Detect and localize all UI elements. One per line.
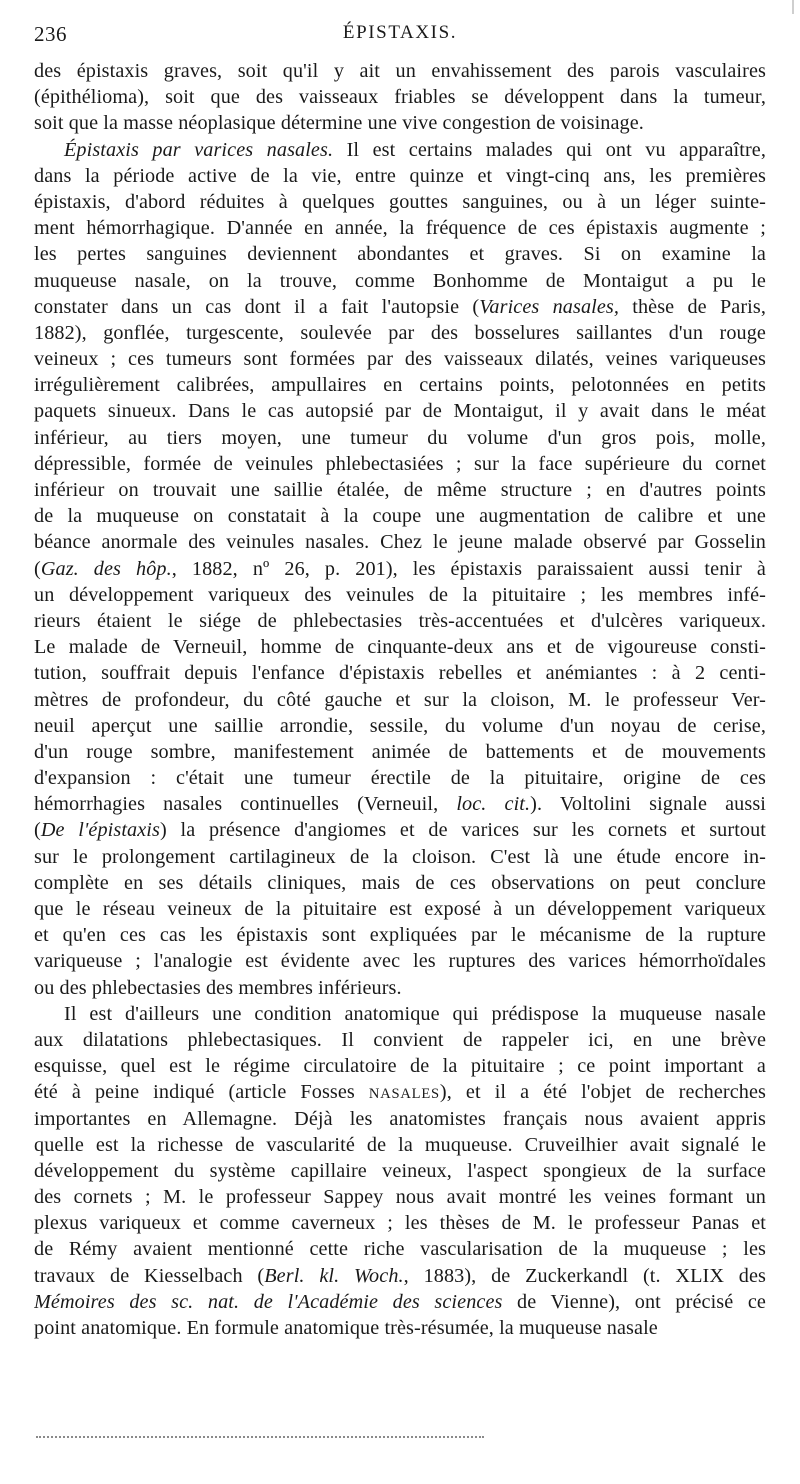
page-header [34,22,766,52]
text-line: complète en ses détails cliniques, mais de ces observations on peut conclure [34,871,766,894]
text-line: inférieur on trouvait une saillie étalée, de même structure ; en d'autres points [34,479,766,501]
text-line: esquisse, quel est le régime circulatoire de la pituitaire ; ce point important a [34,1055,766,1078]
text-line: de Rémy avaient mentionné cette riche vascularisation de la muqueuse ; les [34,1238,766,1261]
body-text [34,58,766,1341]
text-line: irrégulièrement calibrées, ampullaires en certains points, pelotonnées en petits [34,374,766,397]
text-line: mètres de profondeur, du côté gauche et sur la cloison, M. le professeur Ver- [34,688,766,711]
text-line: dépressible, formée de veinules phlebectasiées ; sur la face supérieure du cornet [34,452,766,475]
italic-text: Épistaxis par varices nasales. [64,138,334,161]
text-line: rieurs étaient le siége de phlebectasies très-accentuées et d'ulcères variqueux. [34,609,766,632]
page-number: 236 [34,22,67,46]
text-line: de la muqueuse on constatait à la coupe une augmentation de calibre et une [34,505,766,528]
text-line: plexus variqueux et comme caverneux ; les thèses de M. le professeur Panas et [34,1212,766,1235]
text-line: aux dilatations phlebectasiques. Il convient de rappeler ici, en une brève [34,1028,766,1051]
text-line: les pertes sanguines deviennent abondantes et graves. Si on examine la [34,243,766,266]
text-line: Mémoires des sc. nat. de l'Académie des sciences de Vienne), ont précisé ce [34,1290,766,1313]
italic-text: Berl. kl. Woch. [264,1264,404,1287]
text-line: paquets sinueux. Dans le cas autopsié par de Montaigut, il y avait dans le méat [34,400,766,423]
text-line: tution, souffrait depuis l'enfance d'épistaxis rebelles et anémiantes : à 2 centi- [34,662,766,685]
text-line: (épithélioma), soit que des vaisseaux friables se développent dans la tumeur, [34,86,766,109]
text-line: des cornets ; M. le professeur Sappey nous avait montré les veines formant un [34,1186,766,1209]
text-line: ou des phlebectasies des membres inférieurs. [34,976,402,999]
footer-dotted-rule [36,1436,484,1438]
text-line: variqueuse ; l'analogie est évidente avec les ruptures des varices hémorrhoïdales [34,950,766,973]
text-line: épistaxis, d'abord réduites à quelques gouttes sanguines, ou à un léger suinte- [34,190,766,213]
text-line: quelle est la richesse de vascularité de la muqueuse. Cruveilhier avait signalé le [34,1133,766,1156]
text-line: et qu'en ces cas les épistaxis sont expliquées par le mécanisme de la rupture [34,924,766,947]
text-line: sur le prolongement cartilagineux de la cloison. C'est là une étude encore in- [34,845,766,868]
text-line: Épistaxis par varices nasales. Il est certains malades qui ont vu apparaître, [64,138,766,161]
text-line: (Gaz. des hôp., 1882, nº 26, p. 201), les épistaxis paraissaient aussi tenir à [34,557,766,580]
italic-text: Varices nasales, [479,295,620,318]
text-line: constater dans un cas dont il a fait l'autopsie (Varices nasales, thèse de Paris, [34,295,766,318]
italic-text: loc. cit. [456,793,531,816]
scan-mark [792,0,794,14]
text-line: hémorrhagies nasales continuelles (Verneuil, loc. cit.). Voltolini signale aussi [34,793,766,816]
running-title: ÉPISTAXIS. [342,22,458,43]
text-line: veineux ; ces tumeurs sont formées par des vaisseaux dilatés, veines variqueuses [34,348,766,371]
italic-text: De l'épistaxis [40,819,160,842]
text-line: inférieur, au tiers moyen, une tumeur du volume d'un gros pois, molle, [34,426,766,449]
text-line: muqueuse nasale, on la trouve, comme Bonhomme de Montaigut a pu le [34,269,766,292]
text-line: d'expansion : c'était une tumeur érectile de la pituitaire, origine de ces [34,767,766,790]
text-line: Il est d'ailleurs une condition anatomique qui prédispose la muqueuse nasale [64,1002,766,1025]
text-line: Le malade de Verneuil, homme de cinquante-deux ans et de vigoureuse consti- [34,636,766,659]
text-line: neuil aperçut une saillie arrondie, sessile, du volume d'un noyau de cerise, [34,714,766,737]
small-caps-text: NASALES [368,1086,440,1103]
text-line: béance anormale des veinules nasales. Chez le jeune malade observé par Gosselin [34,531,766,554]
text-line: été à peine indiqué (article Fosses NASALES), et il a été l'objet de recherches [34,1081,766,1104]
text-line: importantes en Allemagne. Déjà les anatomistes français nous avaient appris [34,1107,766,1130]
text-line: soit que la masse néoplasique détermine une vive congestion de voisinage. [34,112,644,135]
text-line: que le réseau veineux de la pituitaire est exposé à un développement variqueux [34,898,766,920]
text-line: développement du système capillaire veineux, l'aspect spongieux de la surface [34,1159,766,1182]
italic-text: Gaz. des hôp. [40,557,172,580]
text-line: dans la période active de la vie, entre quinze et vingt-cinq ans, les premières [34,164,766,187]
text-line: 1882), gonflée, turgescente, soulevée par des bosselures saillantes d'un rouge [34,321,766,344]
text-line: ment hémorrhagique. D'année en année, la fréquence de ces épistaxis augmente ; [34,217,766,240]
text-line: point anatomique. En formule anatomique très-résumée, la muqueuse nasale [34,1317,658,1339]
text-line: travaux de Kiesselbach (Berl. kl. Woch., 1883), de Zuckerkandl (t. XLIX des [34,1264,766,1287]
text-line: d'un rouge sombre, manifestement animée de battements et de mouvements [34,740,766,763]
italic-text: Mémoires des sc. nat. de l'Académie des sciences [34,1290,503,1313]
text-line: (De l'épistaxis) la présence d'angiomes et de varices sur les cornets et surtout [34,819,766,842]
text-line: des épistaxis graves, soit qu'il y ait un envahissement des parois vasculaires [34,60,766,82]
text-line: un développement variqueux des veinules de la pituitaire ; les membres infé- [34,583,766,606]
